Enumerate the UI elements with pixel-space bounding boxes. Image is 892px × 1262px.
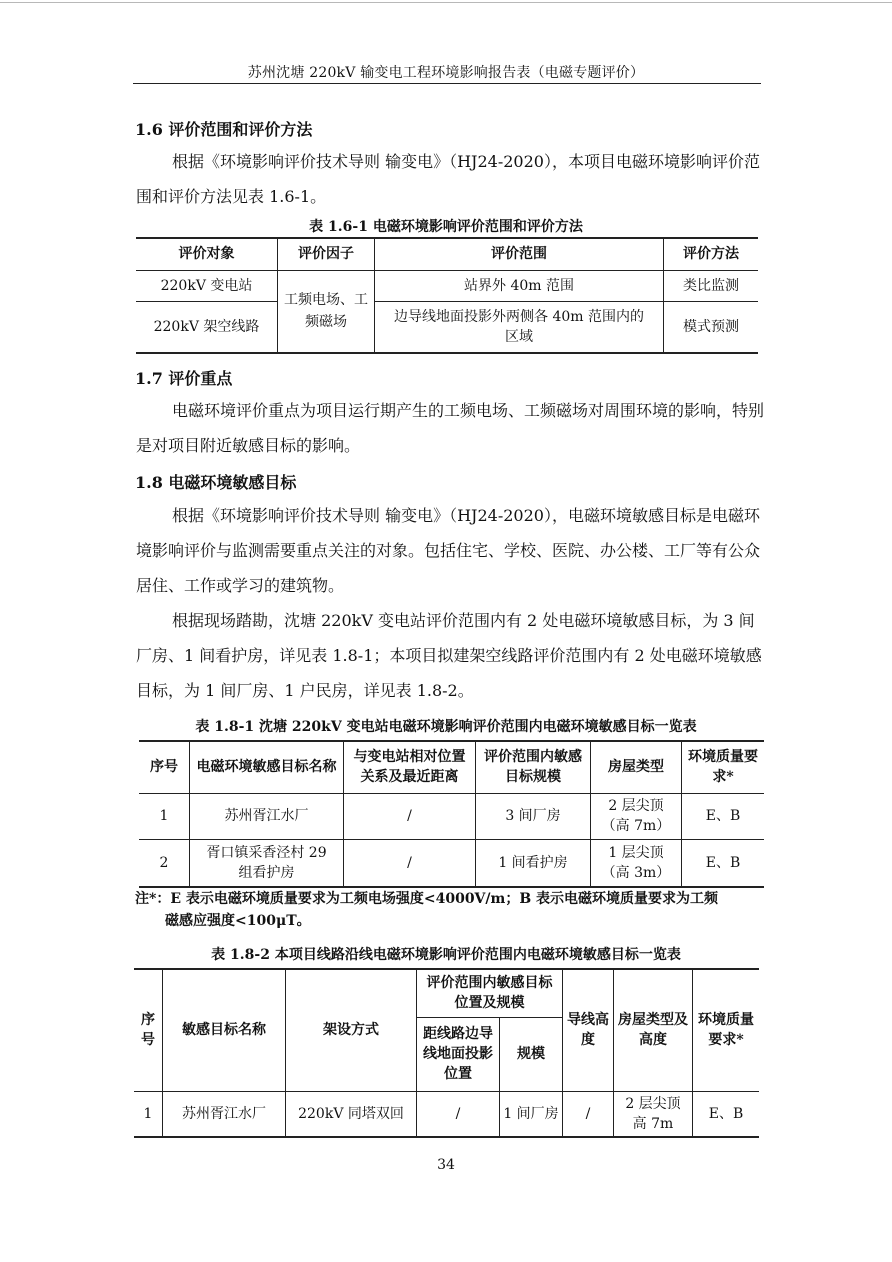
table-1-8-2-caption: 表 1.8-2 本项目线路沿线电磁环境影响评价范围内电磁环境敏感目标一览表 — [211, 947, 681, 963]
cell-scale: 1 间看护房 — [476, 839, 591, 887]
cell-object: 220kV 架空线路 — [136, 301, 278, 353]
table-1-6-1 — [136, 237, 758, 354]
cell-position: / — [344, 793, 476, 839]
section-heading-1-8: 1.8 电磁环境敏感目标 — [135, 473, 297, 492]
cell-scale: 1 间厂房 — [500, 1091, 563, 1137]
cell-height: / — [563, 1091, 614, 1137]
paragraph-1-6: 根据《环境影响评价技术导则 输变电》（HJ24-2020），本项目电磁环境影响评价范围和评价方法见表 1.6-1。 — [136, 152, 760, 206]
paragraph-1-8-1: 根据《环境影响评价技术导则 输变电》（HJ24-2020），电磁环境敏感目标是电磁环境影响评价与监测需要重点关注的对象。包括住宅、学校、医院、办公楼、工厂等有公众居住、工作或学习的建筑物。 — [136, 506, 761, 595]
running-header: 苏州沈塘 220kV 输变电工程环境影响报告表（电磁专题评价） — [247, 65, 645, 81]
cell-position: / — [344, 839, 476, 887]
header-cell: 环境质量要求* — [693, 969, 760, 1091]
header-cell: 敏感目标名称 — [163, 969, 286, 1091]
header-cell-group: 评价范围内敏感目标位置及规模 — [417, 969, 563, 1017]
header-cell: 距线路边导线地面投影位置 — [417, 1017, 500, 1091]
page-number: 34 — [437, 1157, 455, 1173]
cell-no: 2 — [139, 839, 190, 887]
cell-req: E、B — [693, 1091, 760, 1137]
header-cell: 与变电站相对位置关系及最近距离 — [344, 741, 476, 793]
paragraph-1-7: 电磁环境评价重点为项目运行期产生的工频电场、工频磁场对周围环境的影响，特别是对项目附近敏感目标的影响。 — [136, 401, 765, 455]
header-cell: 架设方式 — [286, 969, 417, 1091]
table-row — [139, 793, 764, 839]
cell-type: 2 层尖顶（高 7m） — [591, 793, 682, 839]
cell-method: 模式预测 — [664, 301, 759, 353]
table-row — [139, 839, 764, 887]
cell-req: E、B — [682, 839, 765, 887]
cell-no: 1 — [139, 793, 190, 839]
table-1-8-1 — [139, 740, 764, 888]
header-rule — [133, 83, 761, 84]
cell-name: 苏州胥江水厂 — [190, 793, 344, 839]
cell-pos: / — [417, 1091, 500, 1137]
header-cell: 序号 — [134, 969, 163, 1091]
header-cell: 评价范围 — [375, 238, 664, 270]
cell-scale: 3 间厂房 — [476, 793, 591, 839]
table-header-row — [134, 969, 759, 1017]
header-cell: 序号 — [139, 741, 190, 793]
header-cell: 环境质量要求* — [682, 741, 765, 793]
table-1-8-1-caption: 表 1.8-1 沈塘 220kV 变电站电磁环境影响评价范围内电磁环境敏感目标一览表 — [195, 719, 697, 735]
table-1-6-1-caption: 表 1.6-1 电磁环境影响评价范围和评价方法 — [309, 219, 583, 235]
header-cell: 评价方法 — [664, 238, 759, 270]
header-cell: 房屋类型及高度 — [614, 969, 693, 1091]
cell-method: 220kV 同塔双回 — [286, 1091, 417, 1137]
section-heading-1-6: 1.6 评价范围和评价方法 — [135, 120, 313, 139]
table-header-row — [136, 238, 758, 270]
table-row — [136, 301, 758, 353]
table-note — [135, 888, 765, 932]
cell-type: 1 层尖顶（高 3m） — [591, 839, 682, 887]
cell-no: 1 — [134, 1091, 163, 1137]
note-line-1: 注*：E 表示电磁环境质量要求为工频电场强度<4000V/m；B 表示电磁环境质量要求为工频 — [135, 891, 719, 907]
section-heading-1-7: 1.7 评价重点 — [135, 369, 233, 388]
header-cell: 导线高度 — [563, 969, 614, 1091]
table-row — [134, 1091, 759, 1137]
cell-factor: 工频电场、工频磁场 — [278, 270, 375, 353]
table-row — [136, 270, 758, 301]
scan-edge-line — [0, 2, 892, 3]
table-header-row — [139, 741, 764, 793]
cell-object: 220kV 变电站 — [136, 270, 278, 301]
cell-method: 类比监测 — [664, 270, 759, 301]
header-cell: 评价因子 — [278, 238, 375, 270]
header-cell: 规模 — [500, 1017, 563, 1091]
cell-name: 苏州胥江水厂 — [163, 1091, 286, 1137]
header-cell: 电磁环境敏感目标名称 — [190, 741, 344, 793]
table-1-8-2 — [134, 968, 759, 1138]
header-cell: 房屋类型 — [591, 741, 682, 793]
cell-req: E、B — [682, 793, 765, 839]
cell-name: 胥口镇采香泾村 29 组看护房 — [190, 839, 344, 887]
note-line-2: 磁感应强度<100μT。 — [165, 913, 311, 929]
cell-type: 2 层尖顶高 7m — [614, 1091, 693, 1137]
cell-range: 边导线地面投影外两侧各 40m 范围内的区域 — [375, 301, 664, 353]
header-cell: 评价对象 — [136, 238, 278, 270]
cell-range: 站界外 40m 范围 — [375, 270, 664, 301]
header-cell: 评价范围内敏感目标规模 — [476, 741, 591, 793]
paragraph-1-8-2: 根据现场踏勘，沈塘 220kV 变电站评价范围内有 2 处电磁环境敏感目标，为 3 间厂房、1 间看护房，详见表 1.8-1；本项目拟建架空线路评价范围内有 2 处电磁环境敏感目标，为 1 间厂房、1 户民房，详见表 1.8-2。 — [136, 611, 762, 700]
